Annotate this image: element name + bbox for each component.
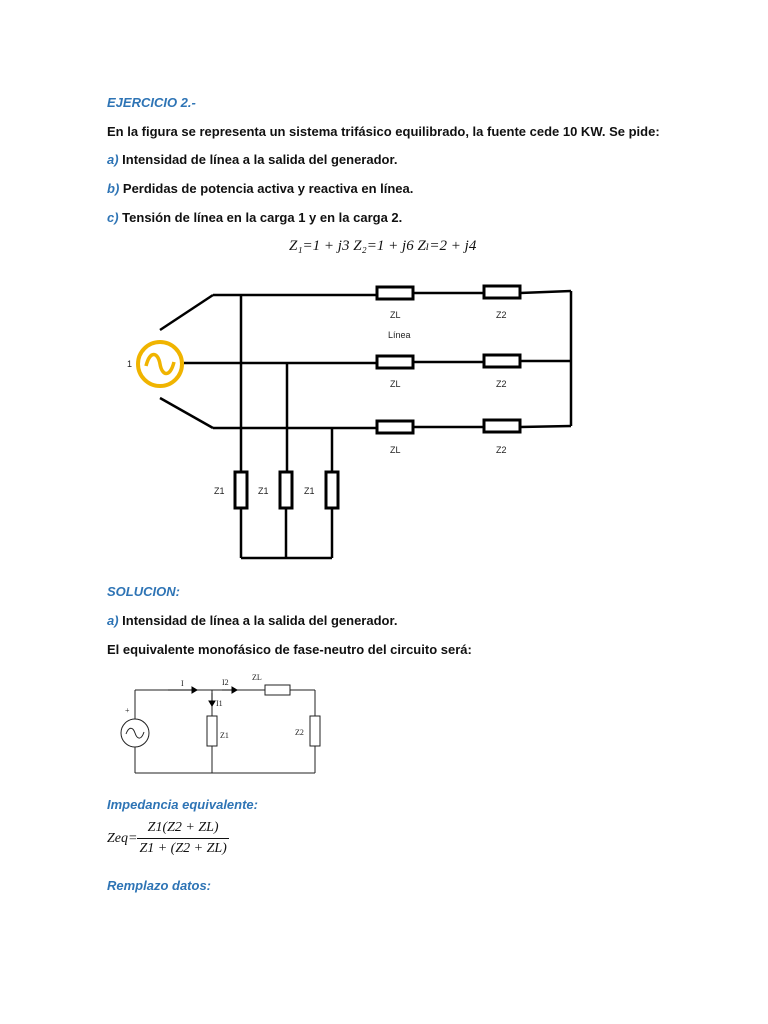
z1-label-1: Z1 [214,486,225,496]
zl-resistor-3 [377,421,413,433]
solution-item-a-letter: a) [107,613,119,628]
z2-label-2: Z2 [496,379,507,389]
z1-eq-label: Z1 [220,731,229,740]
z1-resistor-2 [280,472,292,508]
solution-item-a-text: Intensidad de línea a la salida del generador. [118,613,398,628]
formula-numerator: Z1(Z2 + ZL) [147,820,219,835]
solution-title: SOLUCION: [107,584,180,599]
z2-label-1: Z2 [496,310,507,320]
item-b-text: Perdidas de potencia activa y reactiva en línea. [119,181,414,196]
solution-item-a [107,613,397,629]
source-label: 1 [127,359,133,369]
z2-eq-label: Z2 [295,728,304,737]
item-c-text: Tensión de línea en la carga 1 y en la carga 2. [118,210,403,225]
item-c [107,210,402,226]
z2-resistor-3 [484,420,520,432]
zl-resistor-2 [377,356,413,368]
z2-resistor-2 [484,355,520,367]
exercise-title: EJERCICIO 2.- [107,95,196,110]
item-c-letter: c) [107,210,119,225]
item-a-letter: a) [107,152,119,167]
formula-lhs: Zeq= [107,830,138,846]
item-b [107,181,413,197]
equivalent-impedance-formula [107,820,229,857]
z2-resistor-1 [484,286,520,298]
z1-resistor-3 [326,472,338,508]
current-i1-label: I1 [216,699,223,708]
item-a-text: Intensidad de línea a la salida del generador. [118,152,398,167]
item-b-letter: b) [107,181,120,196]
equivalent-text: El equivalente monofásico de fase-neutro del circuito será: [107,642,472,657]
formula-denominator: Z1 + (Z2 + ZL) [139,841,227,856]
zl-eq-label: ZL [252,673,262,682]
zl-label-3: ZL [390,445,401,455]
current-i2-label: I2 [222,678,229,687]
z1-resistor-eq [207,716,217,746]
plus-sign: + [125,706,130,715]
zl-resistor-eq [265,685,290,695]
zl-resistor-1 [377,287,413,299]
single-phase-equivalent-diagram [121,685,320,773]
z2-label-3: Z2 [496,445,507,455]
ac-source-icon [138,342,182,386]
replace-data-title: Remplazo datos: [107,878,212,893]
impedance-values-equation: Z₁=1 + j3 Z₂=1 + j6 Zₗ=2 + j4 [289,238,477,254]
z1-label-2: Z1 [258,486,269,496]
ac-source-eq-icon [121,719,149,747]
exercise-statement: En la figura se representa un sistema trifásico equilibrado, la fuente cede 10 KW. Se pide: [107,124,660,139]
z2-resistor-eq [310,716,320,746]
item-a [107,152,397,168]
z1-label-3: Z1 [304,486,315,496]
impedance-title: Impedancia equivalente: [107,797,258,812]
zl-label-2: ZL [390,379,401,389]
z1-resistor-1 [235,472,247,508]
linea-label: Línea [388,330,411,340]
zl-label-1: ZL [390,310,401,320]
current-i-label: I [181,679,184,688]
